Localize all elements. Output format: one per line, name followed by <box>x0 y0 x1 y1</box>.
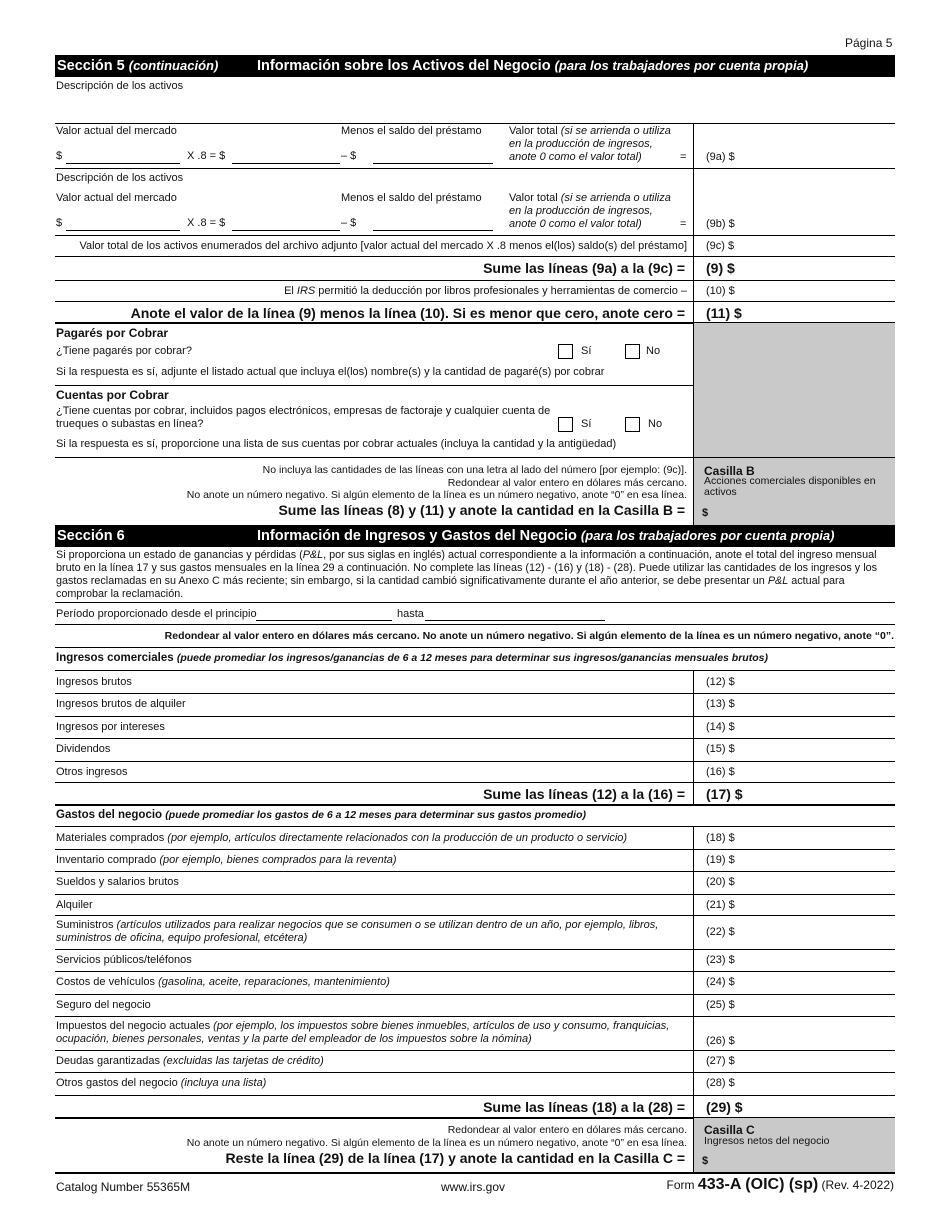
expenses-title: Gastos del negocio <box>56 809 163 821</box>
form-id <box>667 1176 894 1194</box>
line-label-text: Deudas garantizadas <box>56 1055 164 1067</box>
asset-description-label: Descripción de los activos <box>56 80 184 92</box>
no-label: No <box>648 418 663 430</box>
expenses-header <box>56 809 586 821</box>
taxes-note: (por ejemplo, los impuestos sobre bienes inmuebles, artículos de uso y consumo, franquicias, <box>213 1020 670 1032</box>
line-label <box>56 954 192 966</box>
asset-description-label: Descripción de los activos <box>56 172 184 184</box>
ar-question-line: ¿Tiene cuentas por cobrar, incluidos pagos electrónicos, empresas de factoraje y cualquier cuenta de <box>56 405 551 417</box>
box-b-note: No anote un número negativo. Si algún elemento de la línea es un número negativo, anote “0” en esa línea. <box>186 489 687 501</box>
section-6-header <box>55 525 895 547</box>
box-c-note: Redondear al valor entero en dólares más cercano. <box>447 1124 687 1136</box>
notes-receivable-title: Pagarés por Cobrar <box>56 326 169 340</box>
line-label <box>56 876 179 888</box>
line-number[interactable]: (16) $ <box>706 765 735 778</box>
section-title: Información sobre los Activos del Negocio <box>257 58 551 74</box>
form-word: Form <box>666 1178 695 1192</box>
taxes-label <box>56 1020 669 1046</box>
line-label-text: Inventario comprado <box>56 854 160 867</box>
section-title: Información de Ingresos y Gastos del Negocio <box>257 528 577 544</box>
rule <box>55 826 895 827</box>
minus-label: – $ <box>341 217 357 229</box>
line-number[interactable]: (23) $ <box>706 954 735 966</box>
intro-text: gastos reclamadas en su Anexo C más reciente; sin embargo, si la cantidad cambió significativamente durante el año anterior, se debe presentar un <box>56 575 768 587</box>
line-label <box>56 899 93 911</box>
line-label <box>56 854 397 866</box>
supplies-note: (artículos utilizados para realizar negocios que se consumen o se utilizan dentro de un año, por ejemplo, libros, <box>116 919 659 931</box>
line-9a-label: (9a) $ <box>706 151 735 163</box>
section-number: Sección 6 <box>57 528 125 544</box>
intro-pl: P&L <box>302 549 324 561</box>
line-label-note: (por ejemplo, artículos directamente relacionados con la producción de un producto o servicio) <box>167 832 628 844</box>
line-number[interactable]: (19) $ <box>706 854 735 867</box>
market-value-input-b[interactable] <box>66 230 180 231</box>
line-label-text: Ingresos brutos <box>56 676 132 688</box>
equals-sign: = <box>680 151 687 163</box>
line-label-text: Otros gastos del negocio <box>56 1077 181 1090</box>
equals-sign: = <box>680 218 687 230</box>
box-b-note: No incluya las cantidades de las líneas con una letra al lado del número [por ejemplo: (9c)]. <box>262 464 687 476</box>
line-17-label: (17) $ <box>706 786 743 802</box>
rule <box>55 301 895 302</box>
period-end-input[interactable] <box>425 620 605 621</box>
dollar-sign: $ <box>56 150 63 162</box>
line-label-text: Materiales comprados <box>56 832 168 844</box>
rule <box>55 949 895 950</box>
yes-label: Sí <box>581 345 592 357</box>
intro-text: Si proporciona un estado de ganancias y pérdidas ( <box>56 549 303 561</box>
box-b-subtitle-line: activos <box>704 486 737 498</box>
taxes-text: Impuestos del negocio actuales <box>56 1020 214 1032</box>
form-number: 433-A (OIC) (sp) <box>697 1176 819 1193</box>
amount-column-divider <box>693 670 694 804</box>
line-label-text: Sueldos y salarios brutos <box>56 876 179 889</box>
total-value-note: en la producción de ingresos, <box>509 138 653 150</box>
line-number[interactable]: (15) $ <box>706 743 735 756</box>
line-number[interactable]: (27) $ <box>706 1055 735 1067</box>
line-9-label: (9) $ <box>706 260 735 276</box>
line-label <box>56 766 128 778</box>
income-header <box>56 652 768 664</box>
x8-input-b[interactable] <box>232 230 340 231</box>
box-c-note: No anote un número negativo. Si algún elemento de la línea es un número negativo, anote “0” en esa línea. <box>186 1136 687 1149</box>
rule <box>55 782 895 783</box>
section-5-header <box>55 55 895 77</box>
line-9c-label: (9c) $ <box>706 240 735 252</box>
total-value-note: (si se arrienda o utiliza <box>560 192 671 204</box>
line-label-text: Servicios públicos/teléfonos <box>56 954 192 966</box>
line-26-label: (26) $ <box>706 1035 735 1047</box>
rule <box>55 168 895 169</box>
line-number[interactable]: (18) $ <box>706 832 735 844</box>
intro-text: comprobar la reclamación. <box>56 588 184 600</box>
notes-if-yes-text: Si la respuesta es sí, adjunte el listado actual que incluya el(los) nombre(s) y la cantidad de pagaré(s) por cobrar <box>56 366 605 378</box>
section-number: Sección 5 <box>57 58 125 74</box>
box-b-subtitle <box>704 476 889 498</box>
line-number[interactable]: (28) $ <box>706 1077 735 1090</box>
rule <box>55 670 895 671</box>
market-value-label: Valor actual del mercado <box>56 125 177 137</box>
box-c-subtitle: Ingresos netos del negocio <box>704 1135 830 1147</box>
rule <box>55 804 895 806</box>
yes-label: Sí <box>581 418 592 430</box>
minus-loan-label: Menos el saldo del préstamo <box>341 192 482 204</box>
box-b-notes <box>187 464 687 502</box>
rule <box>55 280 895 281</box>
rule <box>55 761 895 762</box>
total-value-note: (si se arrienda o utiliza <box>560 125 671 137</box>
rule <box>55 994 895 995</box>
line-label-note: (gasolina, aceite, reparaciones, mantenimiento) <box>158 976 390 989</box>
rule <box>55 602 895 603</box>
rule <box>55 647 895 648</box>
rule <box>55 1172 895 1174</box>
rule <box>55 256 895 257</box>
line-label <box>56 676 132 688</box>
supplies-note: suministros de oficina, equipo profesional, etcétera) <box>56 932 308 944</box>
x8-input-a[interactable] <box>232 163 340 164</box>
market-value-input-a[interactable] <box>66 163 180 164</box>
loan-balance-input-b[interactable] <box>373 230 493 231</box>
rule <box>55 915 895 916</box>
supplies-text: Suministros <box>56 919 117 931</box>
rule <box>55 1016 895 1017</box>
rule <box>55 738 895 739</box>
line-number[interactable]: (21) $ <box>706 898 735 911</box>
line-label <box>56 721 165 733</box>
rule <box>55 849 895 850</box>
line-label-text: Ingresos brutos de alquiler <box>56 698 186 711</box>
rule <box>55 235 895 236</box>
total-value-note: en la producción de ingresos, <box>509 205 653 217</box>
rounding-note: Redondear al valor entero en dólares más cercano. No anote un número negativo. Si algún elemento de la línea es un número negativo, anote “0”. <box>164 630 894 642</box>
box-b-sum-text: Sume las líneas (8) y (11) y anote la cantidad en la Casilla B = <box>278 502 685 518</box>
supplies-label <box>56 919 658 945</box>
dollar-sign: $ <box>56 217 63 229</box>
line-label-text: Dividendos <box>56 743 111 756</box>
irs-abbrev: IRS <box>296 285 316 297</box>
ar-no-checkbox[interactable] <box>625 417 640 432</box>
ar-if-yes-text: Si la respuesta es sí, proporcione una lista de sus cuentas por cobrar actuales (incluya la cantidad y la antigüedad) <box>56 438 617 450</box>
box-b-title: Casilla B <box>704 464 755 478</box>
shaded-area <box>694 323 895 457</box>
sum-9-text: Sume las líneas (9a) a la (9c) = <box>483 260 685 276</box>
total-value-text: Valor total <box>509 192 558 204</box>
line-9b-label: (9b) $ <box>706 218 735 230</box>
box-c-dollar: $ <box>702 1155 709 1167</box>
line-label <box>56 1055 324 1067</box>
box-c-sum-text: Reste la línea (29) de la línea (17) y anote la cantidad en la Casilla C = <box>225 1150 685 1166</box>
line-11-text: Anote el valor de la línea (9) menos la línea (10). Si es menor que cero, anote cero = <box>130 305 685 321</box>
line-label-text: Alquiler <box>56 898 93 911</box>
x8-label: X .8 = $ <box>187 217 226 229</box>
accounts-receivable-title: Cuentas por Cobrar <box>56 388 169 402</box>
period-label: Período proporcionado desde el principio <box>56 608 257 620</box>
rule <box>55 624 895 625</box>
line-label-note: (incluya una lista) <box>180 1077 267 1090</box>
website-link[interactable]: www.irs.gov <box>441 1180 506 1194</box>
line-11-label: (11) $ <box>706 305 742 321</box>
line-label <box>56 832 627 844</box>
line-number[interactable]: (25) $ <box>706 998 735 1011</box>
page-number: Página 5 <box>845 36 893 50</box>
income-note: (puede promediar los ingresos/ganancias de 6 a 12 meses para determinar sus ingresos/ganancias mensuales brutos) <box>176 652 768 664</box>
period-start-input[interactable] <box>256 620 392 621</box>
expenses-note: (puede promediar los gastos de 6 a 12 meses para determinar sus gastos promedio) <box>165 809 587 821</box>
line-10-text-b: permitió la deducción por libros profesionales y herramientas de comercio – <box>315 285 687 297</box>
form-revision: (Rev. 4-2022) <box>821 1178 894 1192</box>
x8-label: X .8 = $ <box>187 150 226 162</box>
period-until-label: hasta <box>397 608 424 620</box>
line-label-text: Ingresos por intereses <box>56 720 165 733</box>
minus-loan-label: Menos el saldo del préstamo <box>341 125 482 137</box>
section-6-intro <box>56 549 894 601</box>
line-label-text: Costos de vehículos <box>56 976 159 989</box>
line-number[interactable]: (24) $ <box>706 976 735 989</box>
line-22-label: (22) $ <box>706 926 735 938</box>
box-b-note: Redondear al valor entero en dólares más cercano. <box>447 476 687 489</box>
line-label <box>56 976 390 988</box>
line-number[interactable]: (20) $ <box>706 876 735 889</box>
rule <box>55 971 895 972</box>
box-b-subtitle-line: Acciones comerciales disponibles en <box>704 475 876 487</box>
rule <box>55 1050 895 1051</box>
rule <box>55 871 895 872</box>
line-29-label: (29) $ <box>706 1099 743 1115</box>
line-label <box>56 1077 266 1089</box>
section-title-note: (para los trabajadores por cuenta propia) <box>554 58 809 73</box>
line-label <box>56 698 186 710</box>
box-b-dollar: $ <box>702 507 709 519</box>
line-9c-text: Valor total de los activos enumerados del archivo adjunto [valor actual del mercado X .8 menos el(los) saldo(s) del préstamo] <box>79 240 687 252</box>
loan-balance-input-a[interactable] <box>373 163 493 164</box>
line-10-label: (10) $ <box>706 285 735 297</box>
line-label-text: Seguro del negocio <box>56 998 151 1011</box>
line-number[interactable]: (14) $ <box>706 720 735 733</box>
minus-label: – $ <box>341 150 357 162</box>
line-label-text: Otros ingresos <box>56 765 128 778</box>
intro-text: actual para <box>788 575 845 587</box>
line-number[interactable]: (13) $ <box>706 698 735 711</box>
catalog-number: Catalog Number 55365M <box>56 1180 191 1194</box>
market-value-label: Valor actual del mercado <box>56 192 177 204</box>
line-10-text <box>284 285 687 297</box>
notes-receivable-question: ¿Tiene pagarés por cobrar? <box>56 345 192 357</box>
accounts-receivable-question <box>56 405 550 431</box>
intro-text: bruto en la línea 17 y sus gastos mensuales en la línea 29 a continuación. No complete las líneas (12) - (16) y (18) - (28). Puede utilizar las cantidades de los ingresos y los <box>56 562 878 574</box>
box-c-notes <box>187 1124 687 1149</box>
rule <box>55 693 895 694</box>
ar-yes-checkbox[interactable] <box>558 417 573 432</box>
ar-question-line: trueques o subastas en línea? <box>56 418 204 430</box>
intro-pl: P&L <box>767 575 789 587</box>
no-label: No <box>646 345 661 357</box>
total-value-note: anote 0 como el valor total) <box>509 218 642 230</box>
line-number[interactable]: (12) $ <box>706 676 735 688</box>
total-value-note: anote 0 como el valor total) <box>509 151 642 163</box>
line-label <box>56 743 110 755</box>
rule <box>55 1095 895 1096</box>
total-value-label <box>509 192 689 231</box>
income-sum-text: Sume las líneas (12) a la (16) = <box>483 786 685 802</box>
section-continuation: (continuación) <box>128 58 219 73</box>
total-value-text: Valor total <box>509 125 558 137</box>
rule <box>55 123 895 124</box>
notes-yes-checkbox[interactable] <box>558 344 573 359</box>
rule <box>55 1072 895 1073</box>
line-label-note: (por ejemplo, bienes comprados para la reventa) <box>159 854 397 867</box>
line-label <box>56 999 151 1011</box>
intro-text: , por sus siglas en inglés) actual correspondiente a la información a continuación, anote el total del ingreso mensual <box>323 549 877 561</box>
line-10-text-a: El <box>284 285 297 297</box>
section-title-note: (para los trabajadores por cuenta propia) <box>580 528 835 543</box>
notes-no-checkbox[interactable] <box>625 344 640 359</box>
rule <box>55 894 895 895</box>
box-c-title: Casilla C <box>704 1123 755 1137</box>
rule <box>55 385 693 386</box>
total-value-label <box>509 125 689 164</box>
taxes-note: ocupación, bienes personales, ventas y la parte del empleador de los impuestos sobre la nómina) <box>56 1033 532 1045</box>
rule <box>55 716 895 717</box>
income-title: Ingresos comerciales <box>56 652 174 664</box>
line-label-note: (excluidas las tarjetas de crédito) <box>163 1055 324 1067</box>
expenses-sum-text: Sume las líneas (18) a la (28) = <box>483 1099 685 1115</box>
